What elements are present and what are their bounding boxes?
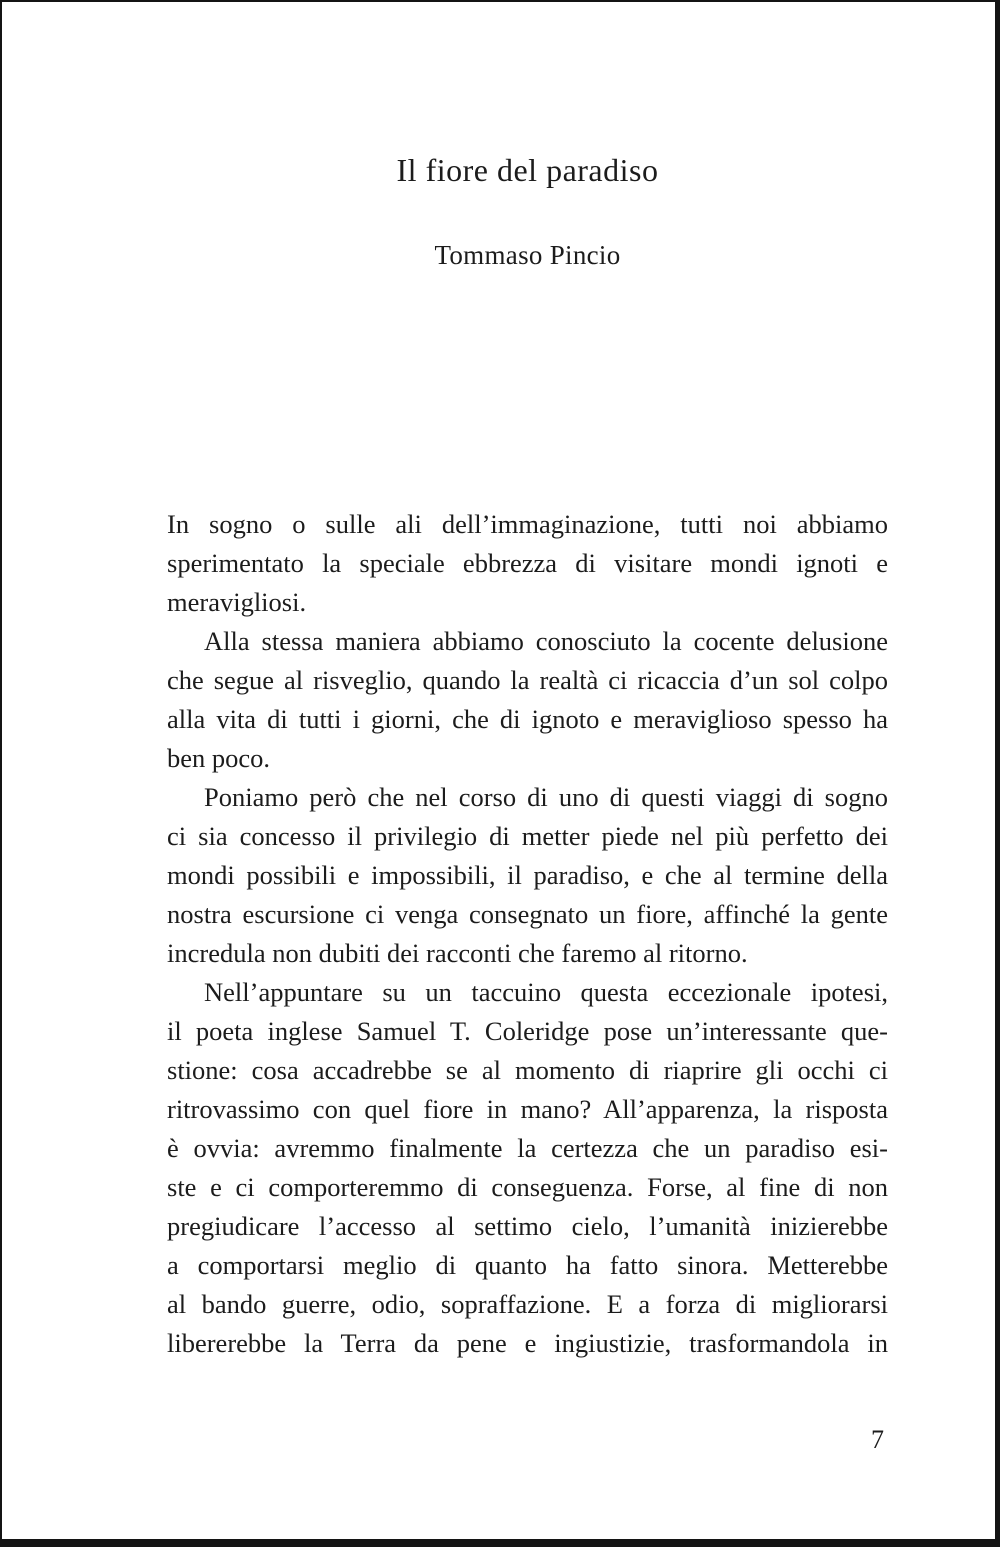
text-line: ste e ci comporteremmo di conseguenza. Forse, al fine di non: [167, 1172, 888, 1202]
text-line: al bando guerre, odio, sopraffazione. E a forza di migliorarsi: [167, 1289, 888, 1319]
text-line: alla vita di tutti i giorni, che di ignoto e meraviglioso spesso ha: [167, 704, 888, 734]
text-line: è ovvia: avremmo finalmente la certezza che un paradiso esi-: [167, 1133, 888, 1163]
paragraph: [167, 973, 888, 1363]
paragraph: [167, 505, 888, 622]
text-line: il poeta inglese Samuel T. Coleridge pose un’interessante que-: [167, 1016, 888, 1046]
text-line: ben poco.: [167, 743, 271, 773]
page-number: 7: [871, 1425, 884, 1454]
text-line: ritrovassimo con quel fiore in mano? All’apparenza, la risposta: [167, 1094, 888, 1124]
text-line: Nell’appuntare su un taccuino questa eccezionale ipotesi,: [204, 977, 888, 1007]
text-line: mondi possibili e impossibili, il paradiso, e che al termine della: [167, 860, 888, 890]
text-line: pregiudicare l’accesso al settimo cielo, l’umanità inizierebbe: [167, 1211, 888, 1241]
paragraph: [167, 778, 888, 973]
text-line: Alla stessa maniera abbiamo conosciuto la cocente delusione: [204, 626, 888, 656]
text-line: incredula non dubiti dei racconti che faremo al ritorno.: [167, 938, 748, 968]
text-line: Poniamo però che nel corso di uno di questi viaggi di sogno: [204, 782, 888, 812]
text-line: ci sia concesso il privilegio di metter piede nel più perfetto dei: [167, 821, 888, 851]
paragraph: [167, 622, 888, 778]
text-line: meravigliosi.: [167, 587, 307, 617]
text-line: a comportarsi meglio di quanto ha fatto sinora. Metterebbe: [167, 1250, 888, 1280]
text-line: sperimentato la speciale ebbrezza di visitare mondi ignoti e: [167, 548, 888, 578]
text-line: che segue al risveglio, quando la realtà ci ricaccia d’un sol colpo: [167, 665, 888, 695]
text-line: In sogno o sulle ali dell’immaginazione, tutti noi abbiamo: [167, 509, 888, 539]
text-line: libererebbe la Terra da pene e ingiustizie, trasformandola in: [167, 1328, 888, 1358]
body-text: [167, 505, 888, 1363]
chapter-title: Il fiore del paradiso: [396, 152, 659, 188]
text-line: stione: cosa accadrebbe se al momento di riaprire gli occhi ci: [167, 1055, 888, 1085]
text-line: nostra escursione ci venga consegnato un fiore, affinché la gente: [167, 899, 888, 929]
author-name: Tommaso Pincio: [434, 240, 621, 270]
